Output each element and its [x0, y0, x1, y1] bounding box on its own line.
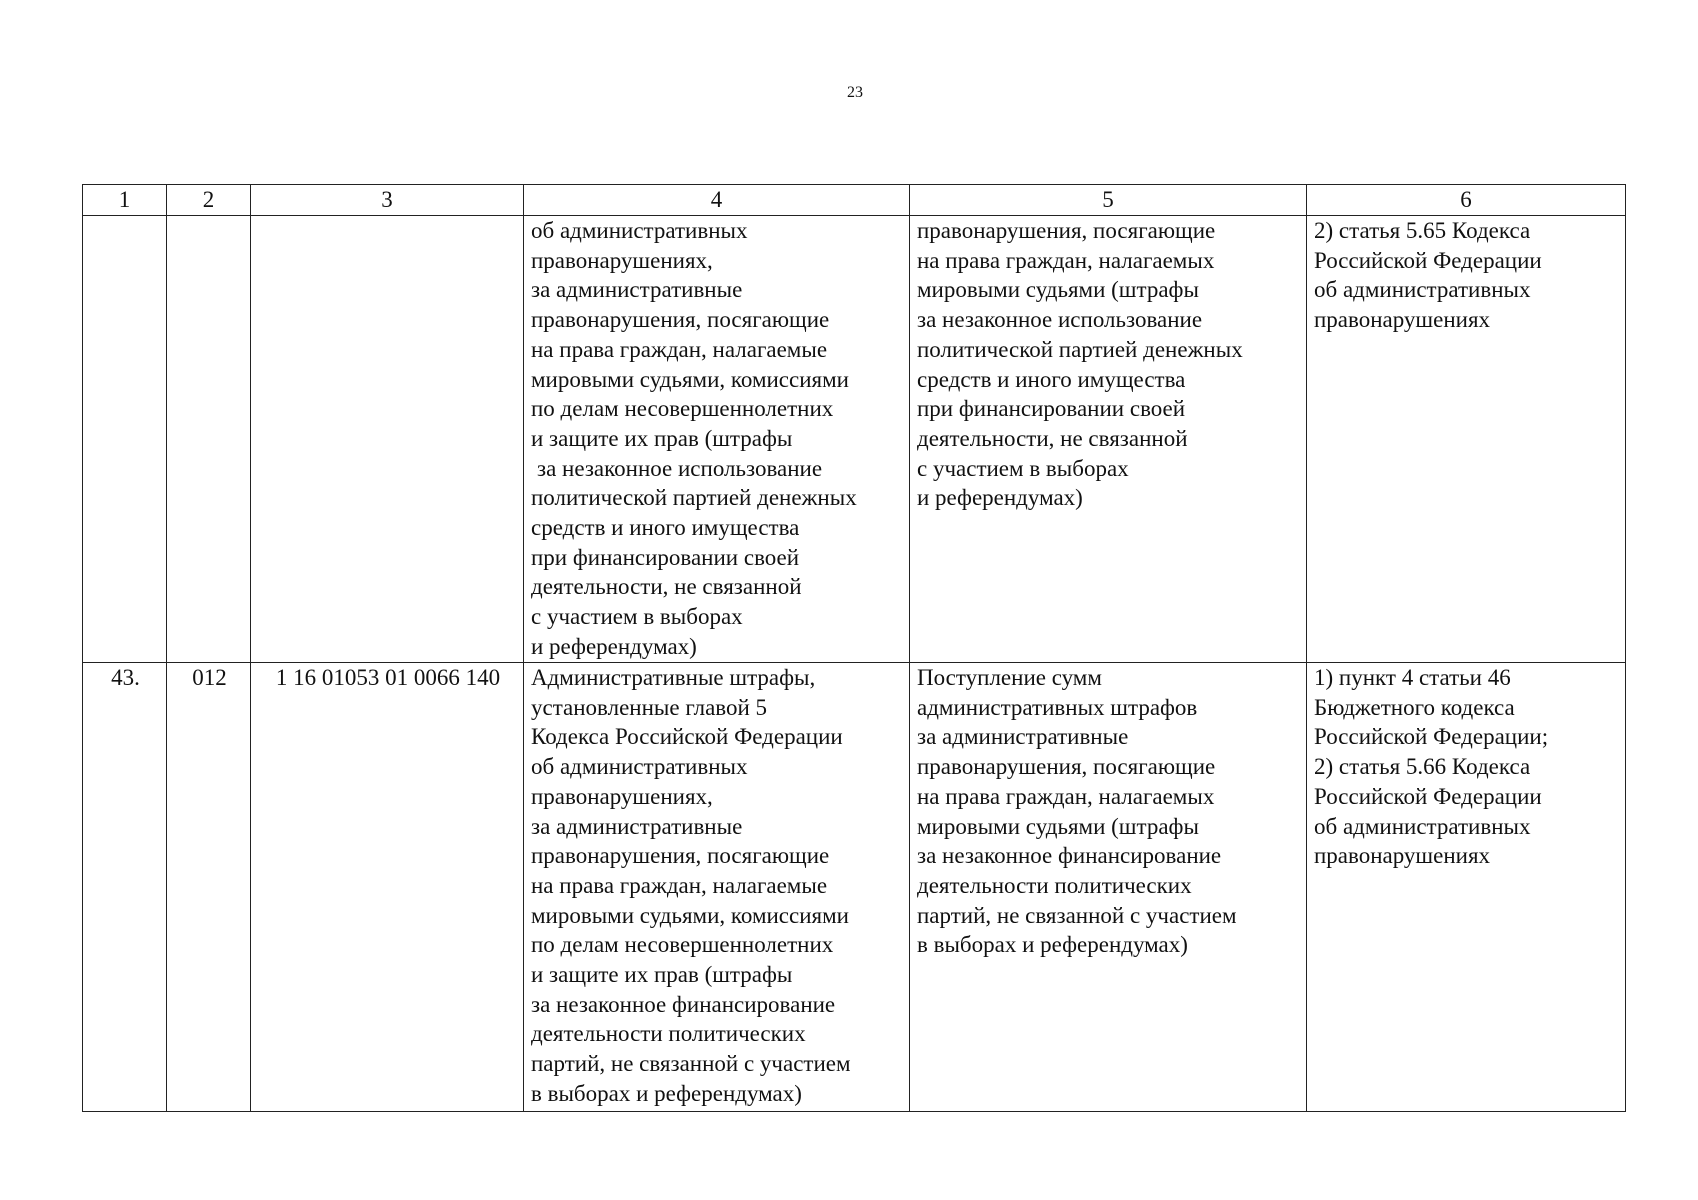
text-line: с участием в выборах	[917, 455, 1129, 481]
header-col-5: 5	[910, 185, 1307, 216]
text-line: правонарушения, посягающие	[531, 307, 830, 333]
text-line: средств и иного имущества	[917, 366, 1186, 392]
text-line: по делам несовершеннолетних	[531, 396, 834, 422]
cell-kbk-code: 1 16 01053 01 0066 140	[251, 663, 524, 1112]
text-line: за административные	[531, 277, 743, 303]
text-line: и защите их прав (штрафы	[531, 425, 793, 451]
text-line: об административных	[1314, 813, 1531, 839]
text-line: Кодекса Российской Федерации	[531, 724, 843, 750]
text-line: и защите их прав (штрафы	[531, 962, 793, 988]
cell-legal-basis	[1307, 663, 1626, 1112]
cell-income-name	[524, 663, 910, 1112]
text-line: средств и иного имущества	[531, 515, 800, 541]
cell-income-description	[910, 216, 1307, 663]
text-line: правонарушениях	[1314, 307, 1491, 333]
cell-admin-code	[167, 216, 251, 663]
text-line: в выборах и референдумах)	[917, 932, 1188, 958]
text-line: об административных	[531, 218, 748, 243]
text-line: деятельности, не связанной	[531, 574, 802, 600]
text-line: Российской Федерации	[1314, 247, 1542, 273]
text-line: Административные штрафы,	[531, 665, 816, 690]
text-line: при финансировании своей	[917, 396, 1186, 422]
text-line: с участием в выборах	[531, 604, 743, 630]
text-line: мировыми судьями, комиссиями	[531, 902, 849, 928]
text-line: правонарушения, посягающие	[917, 218, 1216, 243]
header-row	[83, 185, 1626, 216]
text-line: политической партией денежных	[917, 336, 1243, 362]
budget-classification-table	[82, 184, 1626, 1112]
text-line: за незаконное использование	[537, 455, 823, 481]
text-line: политической партией денежных	[531, 485, 857, 511]
text-line: административных штрафов	[917, 694, 1198, 720]
header-col-3: 3	[251, 185, 524, 216]
text-line: за незаконное финансирование	[917, 843, 1222, 869]
text-line: правонарушения, посягающие	[531, 843, 830, 869]
text-line: за незаконное финансирование	[531, 991, 836, 1017]
text-line: мировыми судьями, комиссиями	[531, 366, 849, 392]
cell-income-name	[524, 216, 910, 663]
text-line: Поступление сумм	[917, 665, 1102, 690]
text-line: на права граждан, налагаемые	[531, 336, 828, 362]
header-col-4: 4	[524, 185, 910, 216]
text-line: мировыми судьями (штрафы	[917, 813, 1199, 839]
page-number: 23	[847, 84, 863, 101]
text-line: 1) пункт 4 статьи 46	[1314, 665, 1511, 690]
text-line: деятельности политических	[531, 1021, 806, 1047]
text-line: Российской Федерации	[1314, 783, 1542, 809]
text-line: мировыми судьями (штрафы	[917, 277, 1199, 303]
text-line: правонарушениях	[1314, 843, 1491, 869]
text-line: об административных	[531, 754, 748, 780]
text-line: на права граждан, налагаемых	[917, 247, 1215, 273]
header-col-6: 6	[1307, 185, 1626, 216]
text-line: и референдумах)	[531, 633, 697, 659]
table-row-continuation	[83, 216, 1626, 663]
text-line: партий, не связанной с участием	[917, 902, 1237, 928]
text-line: по делам несовершеннолетних	[531, 932, 834, 958]
header-col-1: 1	[83, 185, 167, 216]
text-line: в выборах и референдумах)	[531, 1080, 802, 1106]
text-line: об административных	[1314, 277, 1531, 303]
text-line: правонарушениях,	[531, 247, 713, 273]
text-line: на права граждан, налагаемых	[917, 783, 1215, 809]
text-line: деятельности, не связанной	[917, 425, 1188, 451]
text-line: установленные главой 5	[531, 694, 768, 720]
header-col-2: 2	[167, 185, 251, 216]
text-line: при финансировании своей	[531, 544, 800, 570]
cell-income-description	[910, 663, 1307, 1112]
cell-number: 43.	[83, 663, 167, 1112]
text-line: за незаконное использование	[917, 307, 1203, 333]
text-line: Российской Федерации;	[1314, 724, 1549, 750]
cell-admin-code: 012	[167, 663, 251, 1112]
text-line: на права граждан, налагаемые	[531, 872, 828, 898]
cell-kbk-code	[251, 216, 524, 663]
table-row-43	[83, 663, 1626, 1112]
text-line: за административные	[531, 813, 743, 839]
cell-legal-basis	[1307, 216, 1626, 663]
text-line: партий, не связанной с участием	[531, 1051, 851, 1077]
cell-number	[83, 216, 167, 663]
text-line: правонарушениях,	[531, 783, 713, 809]
text-line: 2) статья 5.66 Кодекса	[1314, 754, 1531, 780]
text-line: правонарушения, посягающие	[917, 754, 1216, 780]
text-line: и референдумах)	[917, 485, 1083, 511]
text-line: 2) статья 5.65 Кодекса	[1314, 218, 1531, 243]
text-line: деятельности политических	[917, 872, 1192, 898]
text-line: за административные	[917, 724, 1129, 750]
text-line: Бюджетного кодекса	[1314, 694, 1515, 720]
